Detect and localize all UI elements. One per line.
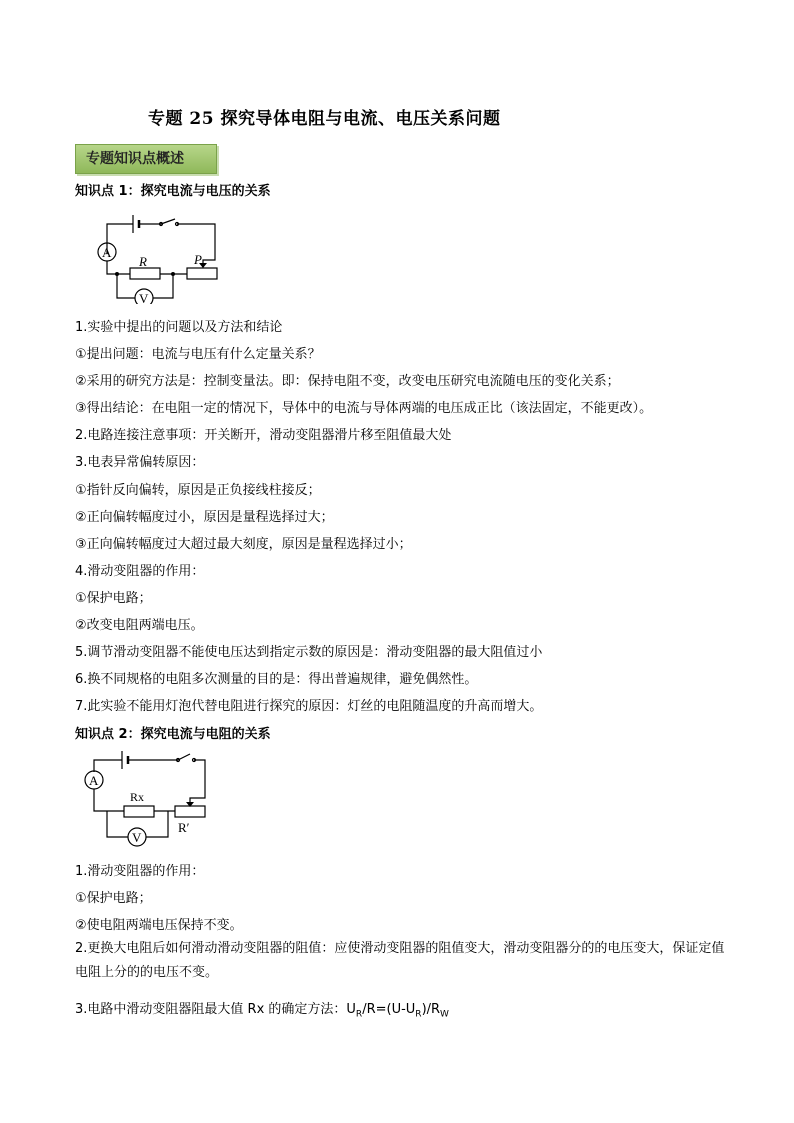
banner-label: 专题知识点概述 [86,151,184,167]
k1-line-15: 7.此实验不能用灯泡代替电阻进行探究的原因：灯丝的电阻随温度的升高而增大。 [75,699,543,714]
k2-line-2: ①保护电路； [75,891,152,906]
k2-heading: 知识点 2：探究电流与电阻的关系 [75,727,271,742]
formula-sub-3: W [440,1009,449,1020]
voltmeter-label-2: V [132,830,142,845]
k2-formula-line [75,998,449,1020]
formula-u: U [346,1002,356,1017]
voltmeter-label: V [139,291,149,304]
ammeter-label-2: A [89,773,99,788]
resistor-label-2: Rx [130,790,145,804]
k1-line-6: 3.电表异常偏转原因： [75,455,205,470]
k1-line-1: 1.实验中提出的问题以及方法和结论 [75,320,283,335]
section-banner [75,144,217,174]
circuit-diagram-2 [80,750,215,850]
formula-prefix: 3.电路中滑动变阻器阻最大值 Rx 的确定方法： [75,1002,347,1017]
slider-label-2: R′ [178,820,190,835]
k1-heading: 知识点 1：探究电流与电压的关系 [75,184,271,199]
formula-sub-1: R [355,1009,363,1020]
k1-line-3: ②采用的研究方法是：控制变量法。即：保持电阻不变，改变电压研究电流随电压的变化关系； [75,374,620,389]
circuit-diagram-1 [95,212,225,304]
k1-line-7: ①指针反向偏转，原因是正负接线柱接反； [75,483,321,498]
k2-line-1: 1.滑动变阻器的作用： [75,864,205,879]
ammeter-label: A [102,245,112,260]
formula-mid: /R=(U-U [362,1002,416,1017]
k1-line-9: ③正向偏转幅度过大超过最大刻度，原因是量程选择过小； [75,537,412,552]
resistor-label: R [139,254,147,269]
formula-end: )/R [421,1002,441,1017]
k1-line-5: 2.电路连接注意事项：开关断开，滑动变阻器滑片移至阻值最大处 [75,428,452,443]
k1-line-4: ③得出结论：在电阻一定的情况下，导体中的电流与导体两端的电压成正比（该法固定，不能更改）。 [75,401,653,416]
page-title: 专题 25 探究导体电阻与电流、电压关系问题 [148,109,501,129]
formula-sub-2: R [415,1009,422,1020]
k1-line-12: ②改变电阻两端电压。 [75,618,204,633]
k1-line-13: 5.调节滑动变阻器不能使电压达到指定示数的原因是：滑动变阻器的最大阻值过小 [75,645,543,660]
k1-line-14: 6.换不同规格的电阻多次测量的目的是：得出普遍规律，避免偶然性。 [75,672,478,687]
k1-line-8: ②正向偏转幅度过小，原因是量程选择过大； [75,510,334,525]
k2-paragraph: 2.更换大电阻后如何滑动滑动变阻器的阻值：应使滑动变阻器的阻值变大，滑动变阻器分的的电压变大，保证定值电阻上分的的电压不变。 [75,941,725,980]
slider-label: P [194,252,202,267]
k1-line-10: 4.滑动变阻器的作用： [75,564,205,579]
k1-line-11: ①保护电路； [75,591,152,606]
k1-line-2: ①提出问题：电流与电压有什么定量关系？ [75,347,321,362]
k2-line-3: ②使电阻两端电压保持不变。 [75,918,243,933]
